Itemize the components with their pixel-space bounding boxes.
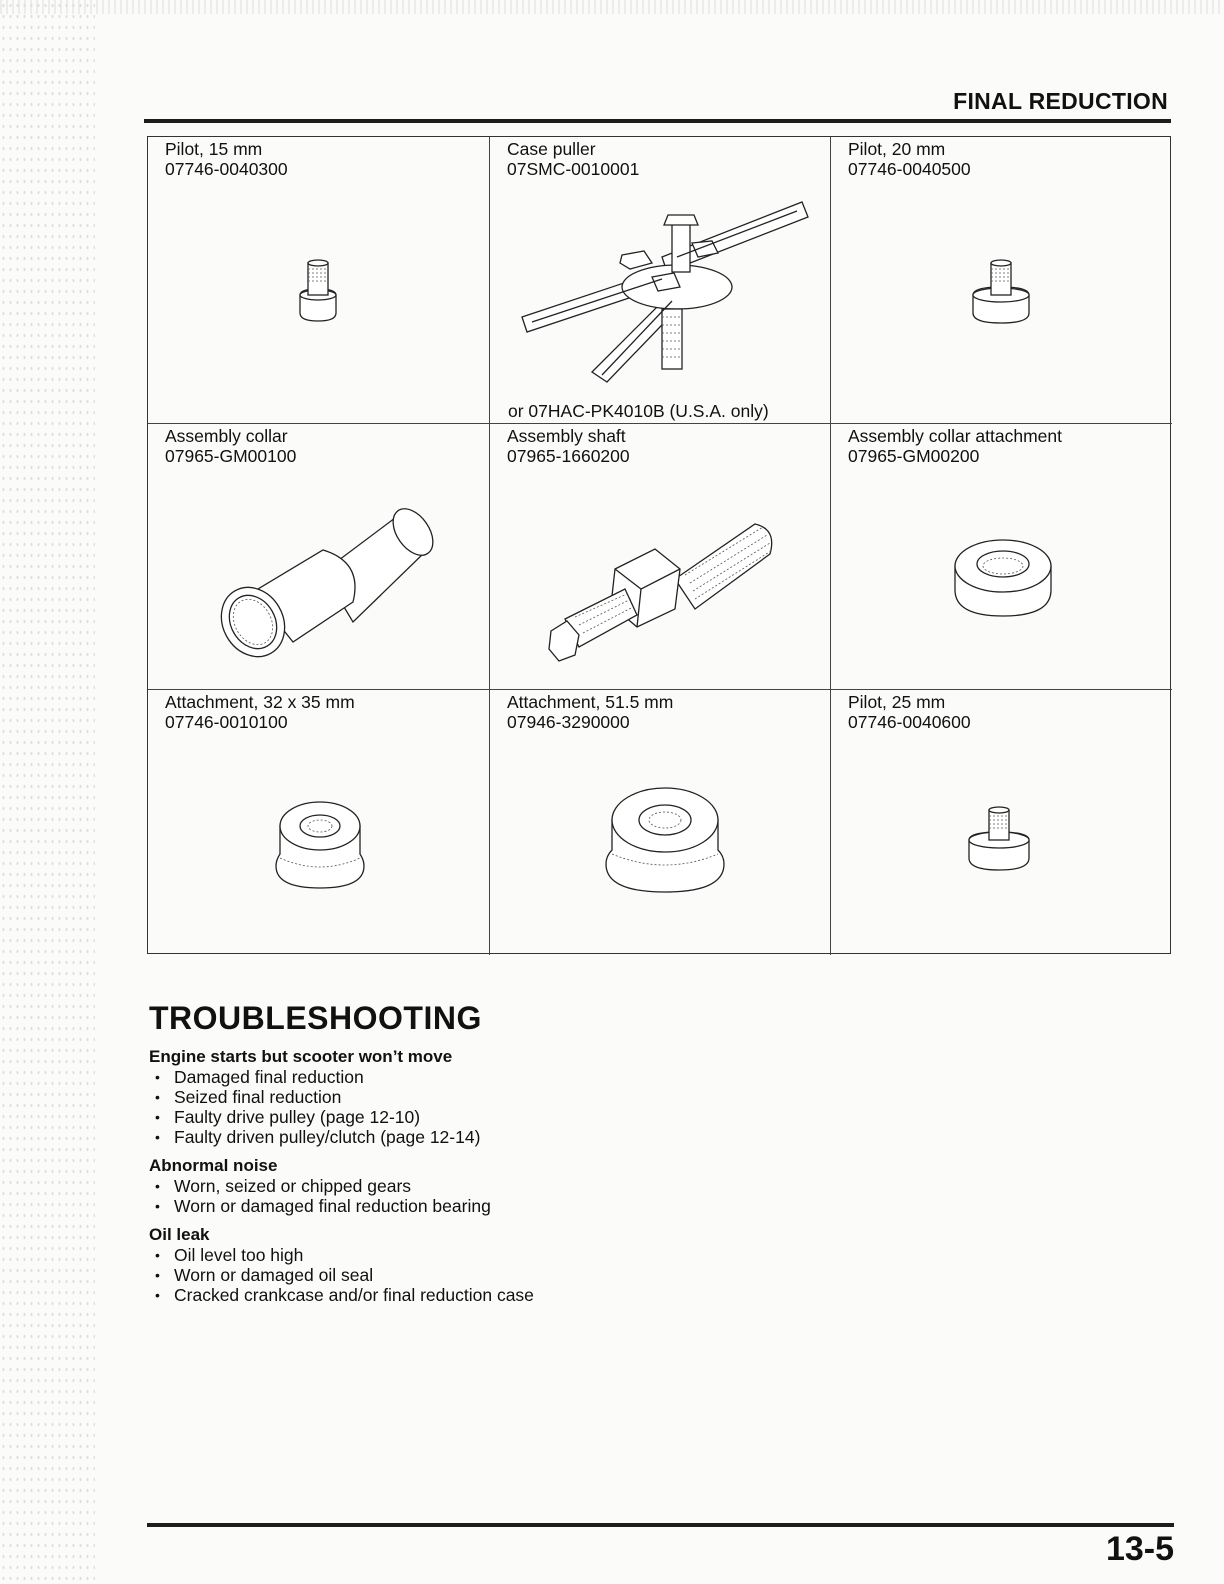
cause-item: • Worn or damaged final reduction bearing <box>149 1196 849 1216</box>
case-puller-icon <box>512 197 812 387</box>
tool-cell-assembly-collar <box>148 424 490 690</box>
cause-item: • Worn, seized or chipped gears <box>149 1176 849 1196</box>
tool-name: Pilot, 25 mm <box>848 692 946 712</box>
assembly-shaft-icon <box>545 509 785 669</box>
section-title: FINAL REDUCTION <box>953 88 1168 114</box>
tool-cell-pilot-20 <box>831 137 1172 424</box>
tool-name: Pilot, 20 mm <box>848 139 946 159</box>
cause-item: • Faulty driven pulley/clutch (page 12-14) <box>149 1127 849 1147</box>
collar-attachment-icon <box>951 532 1055 622</box>
tool-name: Assembly collar <box>165 426 288 446</box>
tool-name: Attachment, 51.5 mm <box>507 692 674 712</box>
cause-item: • Faulty drive pulley (page 12-10) <box>149 1107 849 1127</box>
tool-part-number: 07SMC-0010001 <box>507 159 640 179</box>
tool-part-number: 07746-0040300 <box>165 159 288 179</box>
assembly-collar-icon <box>213 492 443 662</box>
tool-part-number: 07746-0040500 <box>848 159 971 179</box>
cause-list <box>149 1176 849 1216</box>
symptom-heading: Abnormal noise <box>149 1156 278 1175</box>
scan-artifact-top <box>0 0 1224 14</box>
special-tools-table <box>147 136 1171 954</box>
footer-rule <box>147 1523 1174 1527</box>
tool-cell-attachment-32x35 <box>148 690 490 955</box>
tool-cell-pilot-25 <box>831 690 1172 955</box>
attachment-icon <box>602 784 728 896</box>
cause-item: • Seized final reduction <box>149 1087 849 1107</box>
pilot-icon <box>965 802 1033 874</box>
tool-part-number: 07965-GM00200 <box>848 446 980 466</box>
troubleshooting-section-oil-leak <box>149 1225 849 1305</box>
tool-alternate-note: or 07HAC-PK4010B (U.S.A. only) <box>508 401 769 421</box>
tool-cell-assembly-shaft <box>490 424 831 690</box>
tool-name: Assembly shaft <box>507 426 626 446</box>
tool-part-number: 07965-GM00100 <box>165 446 297 466</box>
tool-part-number: 07746-0010100 <box>165 712 288 732</box>
tool-name: Pilot, 15 mm <box>165 139 263 159</box>
attachment-icon <box>272 796 368 892</box>
tool-name: Case puller <box>507 139 596 159</box>
troubleshooting-title: TROUBLESHOOTING <box>149 1000 482 1036</box>
tool-part-number: 07746-0040600 <box>848 712 971 732</box>
cause-list <box>149 1245 849 1305</box>
scan-artifact-edge <box>0 0 95 1584</box>
troubleshooting-section-wont-move <box>149 1047 849 1147</box>
symptom-heading: Oil leak <box>149 1225 210 1244</box>
tool-name: Assembly collar attachment <box>848 426 1062 446</box>
cause-item: • Damaged final reduction <box>149 1067 849 1087</box>
tool-cell-attachment-51-5 <box>490 690 831 955</box>
pilot-icon <box>296 255 340 325</box>
pilot-icon <box>969 255 1033 327</box>
cause-item: • Worn or damaged oil seal <box>149 1265 849 1285</box>
cause-list <box>149 1067 849 1147</box>
tool-cell-pilot-15 <box>148 137 490 424</box>
symptom-heading: Engine starts but scooter won’t move <box>149 1047 453 1066</box>
cause-item: • Cracked crankcase and/or final reduction case <box>149 1285 849 1305</box>
tool-part-number: 07946-3290000 <box>507 712 630 732</box>
cause-item: • Oil level too high <box>149 1245 849 1265</box>
tool-cell-case-puller <box>490 137 831 424</box>
tool-cell-collar-attachment <box>831 424 1172 690</box>
page-number: 13-5 <box>1105 1530 1174 1568</box>
troubleshooting-section-noise <box>149 1156 849 1216</box>
header-rule <box>144 119 1171 123</box>
tool-name: Attachment, 32 x 35 mm <box>165 692 355 712</box>
tool-part-number: 07965-1660200 <box>507 446 630 466</box>
